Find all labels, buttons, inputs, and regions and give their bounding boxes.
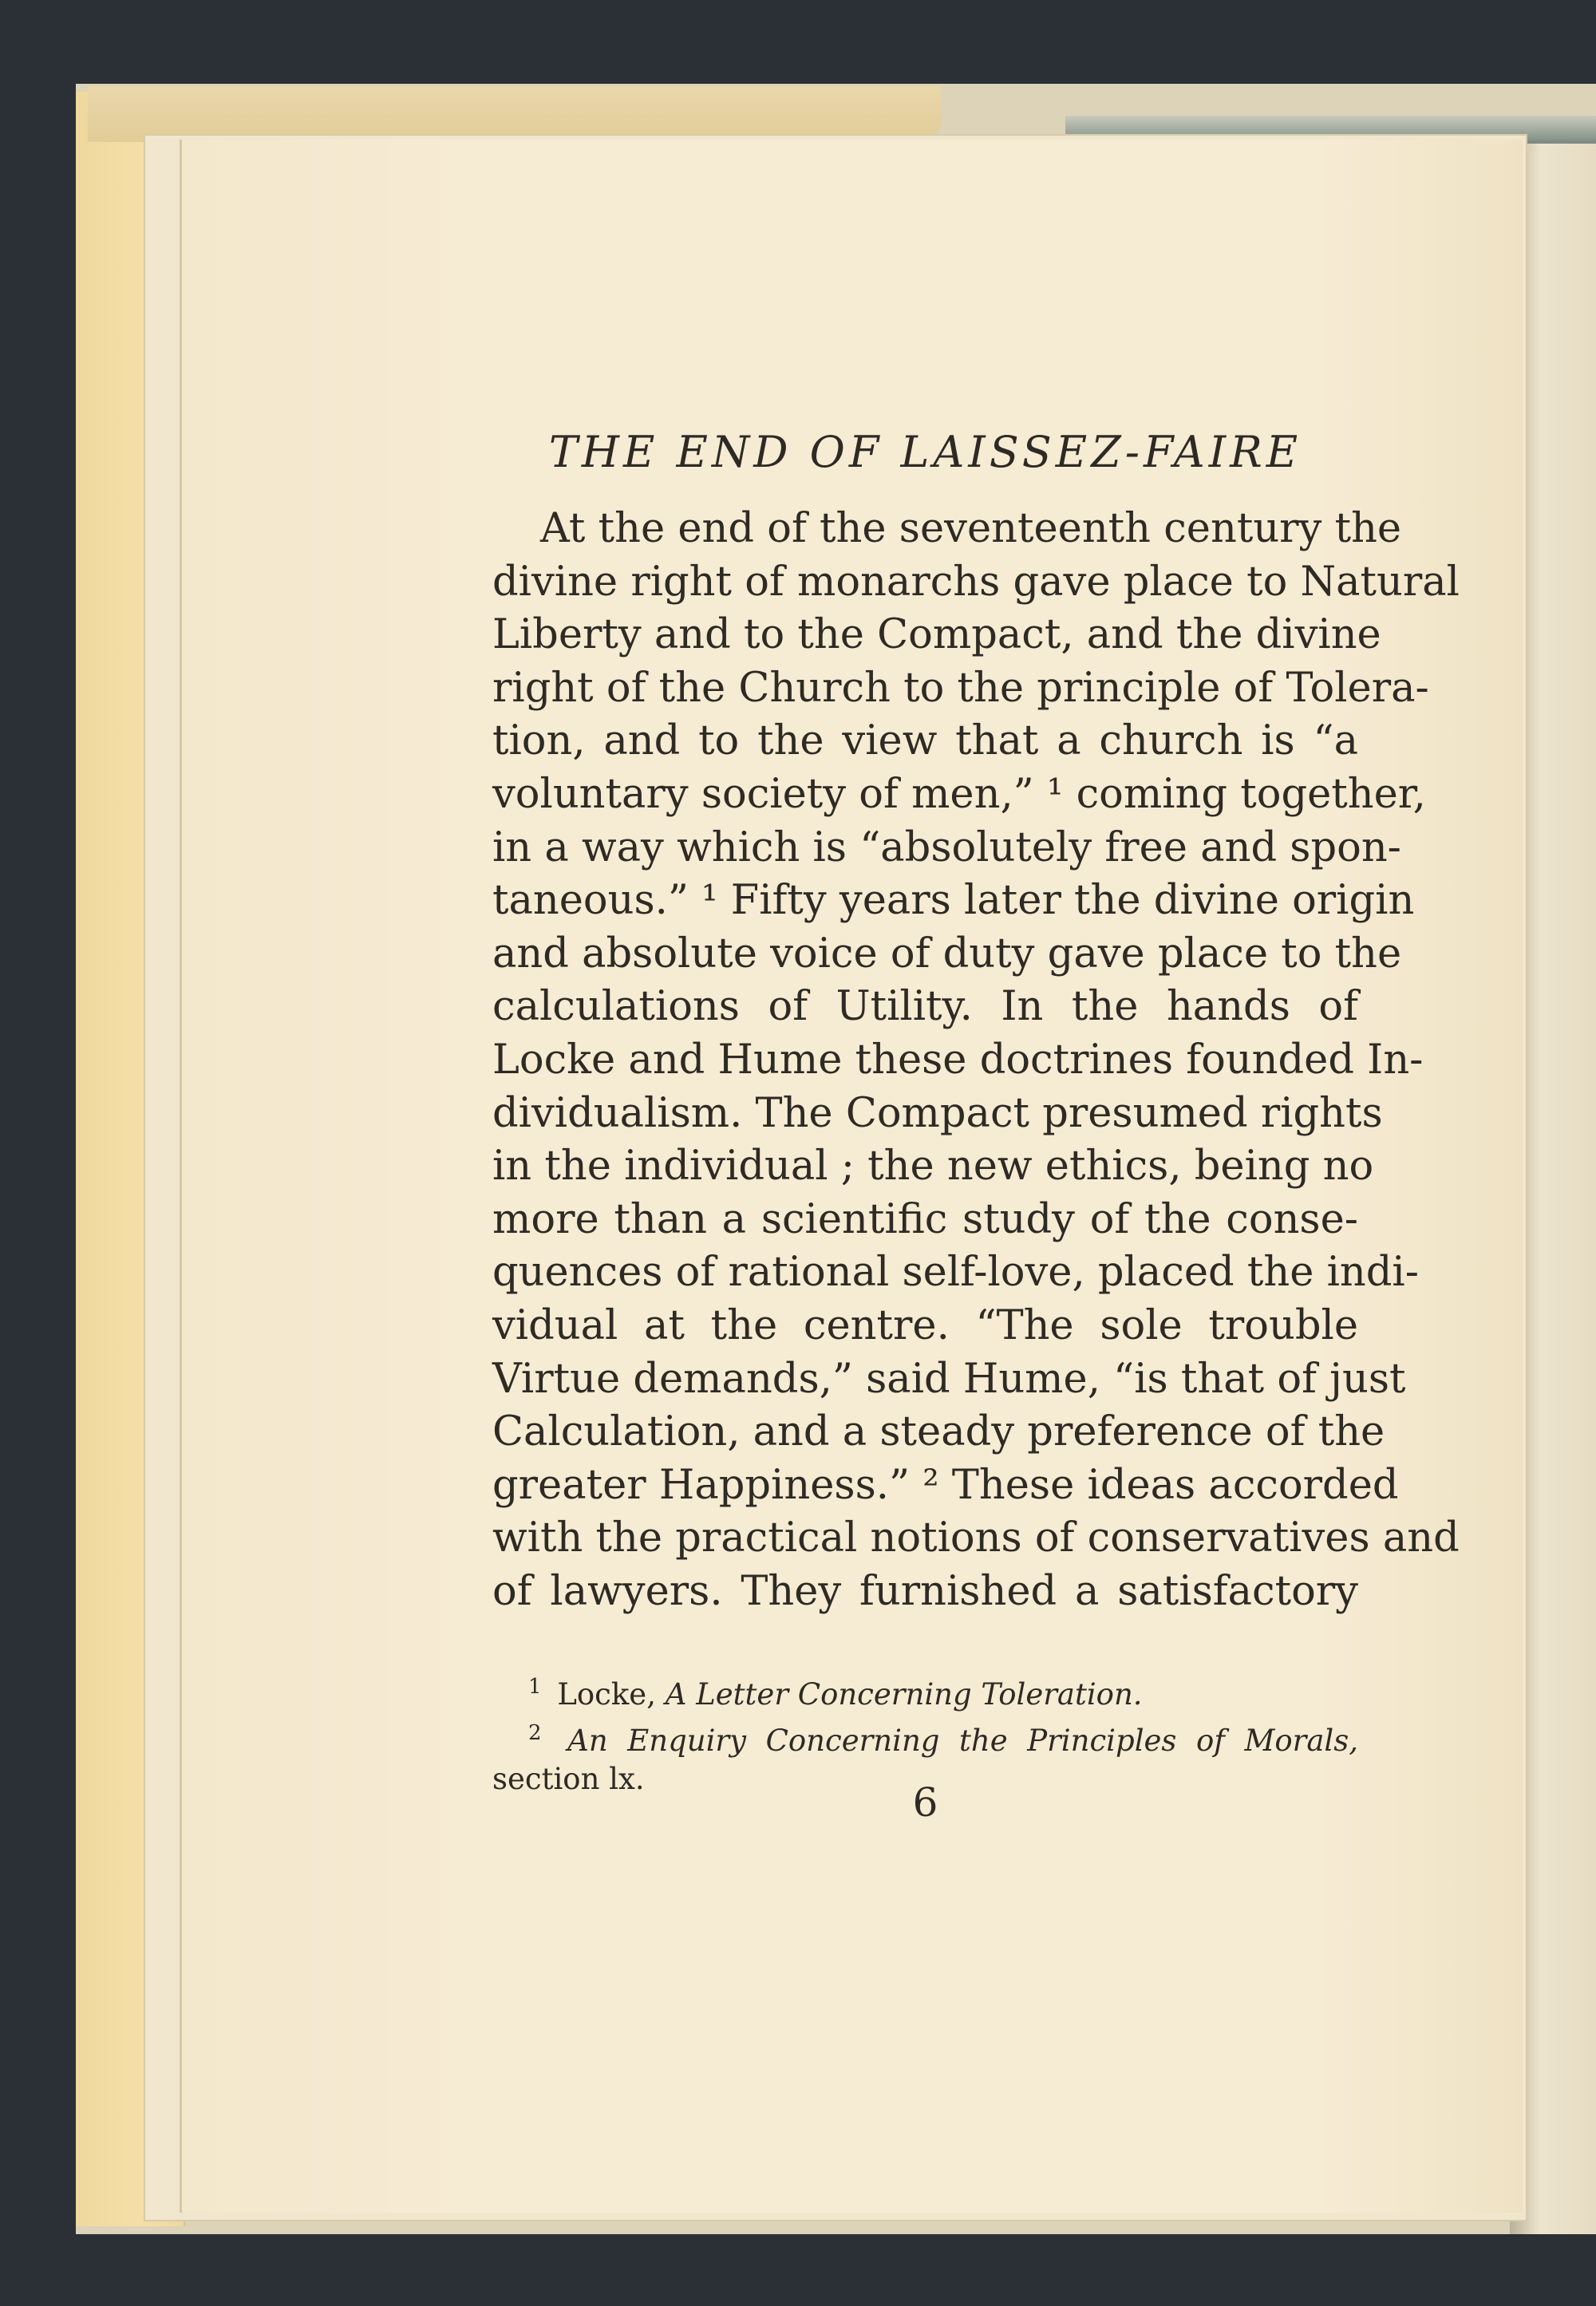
- footnote-marker: 2: [528, 1721, 542, 1745]
- body-line: tion, and to the view that a church is “a: [492, 717, 1358, 765]
- body-line: Virtue demands,” said Hume, “is that of just: [492, 1355, 1406, 1403]
- body-line: greater Happiness.” ² These ideas accorded: [492, 1461, 1399, 1509]
- body-line: Locke and Hume these doctrines founded In-: [492, 1036, 1424, 1084]
- body-line: quences of rational self-love, placed the indi-: [492, 1249, 1419, 1297]
- footnote-marker: 1: [528, 1675, 542, 1699]
- body-text: [492, 503, 1460, 1618]
- body-line: Calculation, and a steady preference of the: [492, 1408, 1385, 1456]
- footnote-2: [492, 1714, 1358, 1760]
- body-line: voluntary society of men,” ¹ coming together,: [492, 770, 1426, 818]
- running-head: THE END OF LAISSEZ-FAIRE: [548, 427, 1302, 477]
- body-line: of lawyers. They furnished a satisfactory: [492, 1567, 1358, 1615]
- footnote-title: A Letter Concerning Toleration.: [665, 1677, 1143, 1712]
- body-line: vidual at the centre. “The sole trouble: [492, 1301, 1358, 1349]
- body-line: calculations of Utility. In the hands of: [492, 983, 1358, 1031]
- body-line: with the practical notions of conservatives and: [492, 1514, 1460, 1562]
- body-line: in the individual ; the new ethics, being no: [492, 1143, 1374, 1191]
- body-line: more than a scientific study of the conse-: [492, 1195, 1358, 1243]
- body-line: right of the Church to the principle of Tolera-: [492, 664, 1429, 712]
- footnote-title: An Enquiry Concerning the Principles of Morals,: [567, 1724, 1358, 1758]
- body-line: taneous.” ¹ Fifty years later the divine origin: [492, 877, 1415, 925]
- footnote-2-continuation: section lx.: [492, 1762, 645, 1796]
- footnote-author: Locke,: [557, 1677, 656, 1712]
- page-number: 6: [912, 1779, 938, 1826]
- body-line: in a way which is “absolutely free and spon-: [492, 823, 1401, 871]
- body-line: dividualism. The Compact presumed rights: [492, 1089, 1383, 1137]
- footnote-1: [492, 1668, 1358, 1714]
- body-line: and absolute voice of duty gave place to the: [492, 930, 1402, 977]
- body-line: divine right of monarchs gave place to Natural: [492, 558, 1460, 606]
- body-line: Liberty and to the Compact, and the divine: [492, 611, 1381, 659]
- body-line: At the end of the seventeenth century the: [540, 505, 1402, 552]
